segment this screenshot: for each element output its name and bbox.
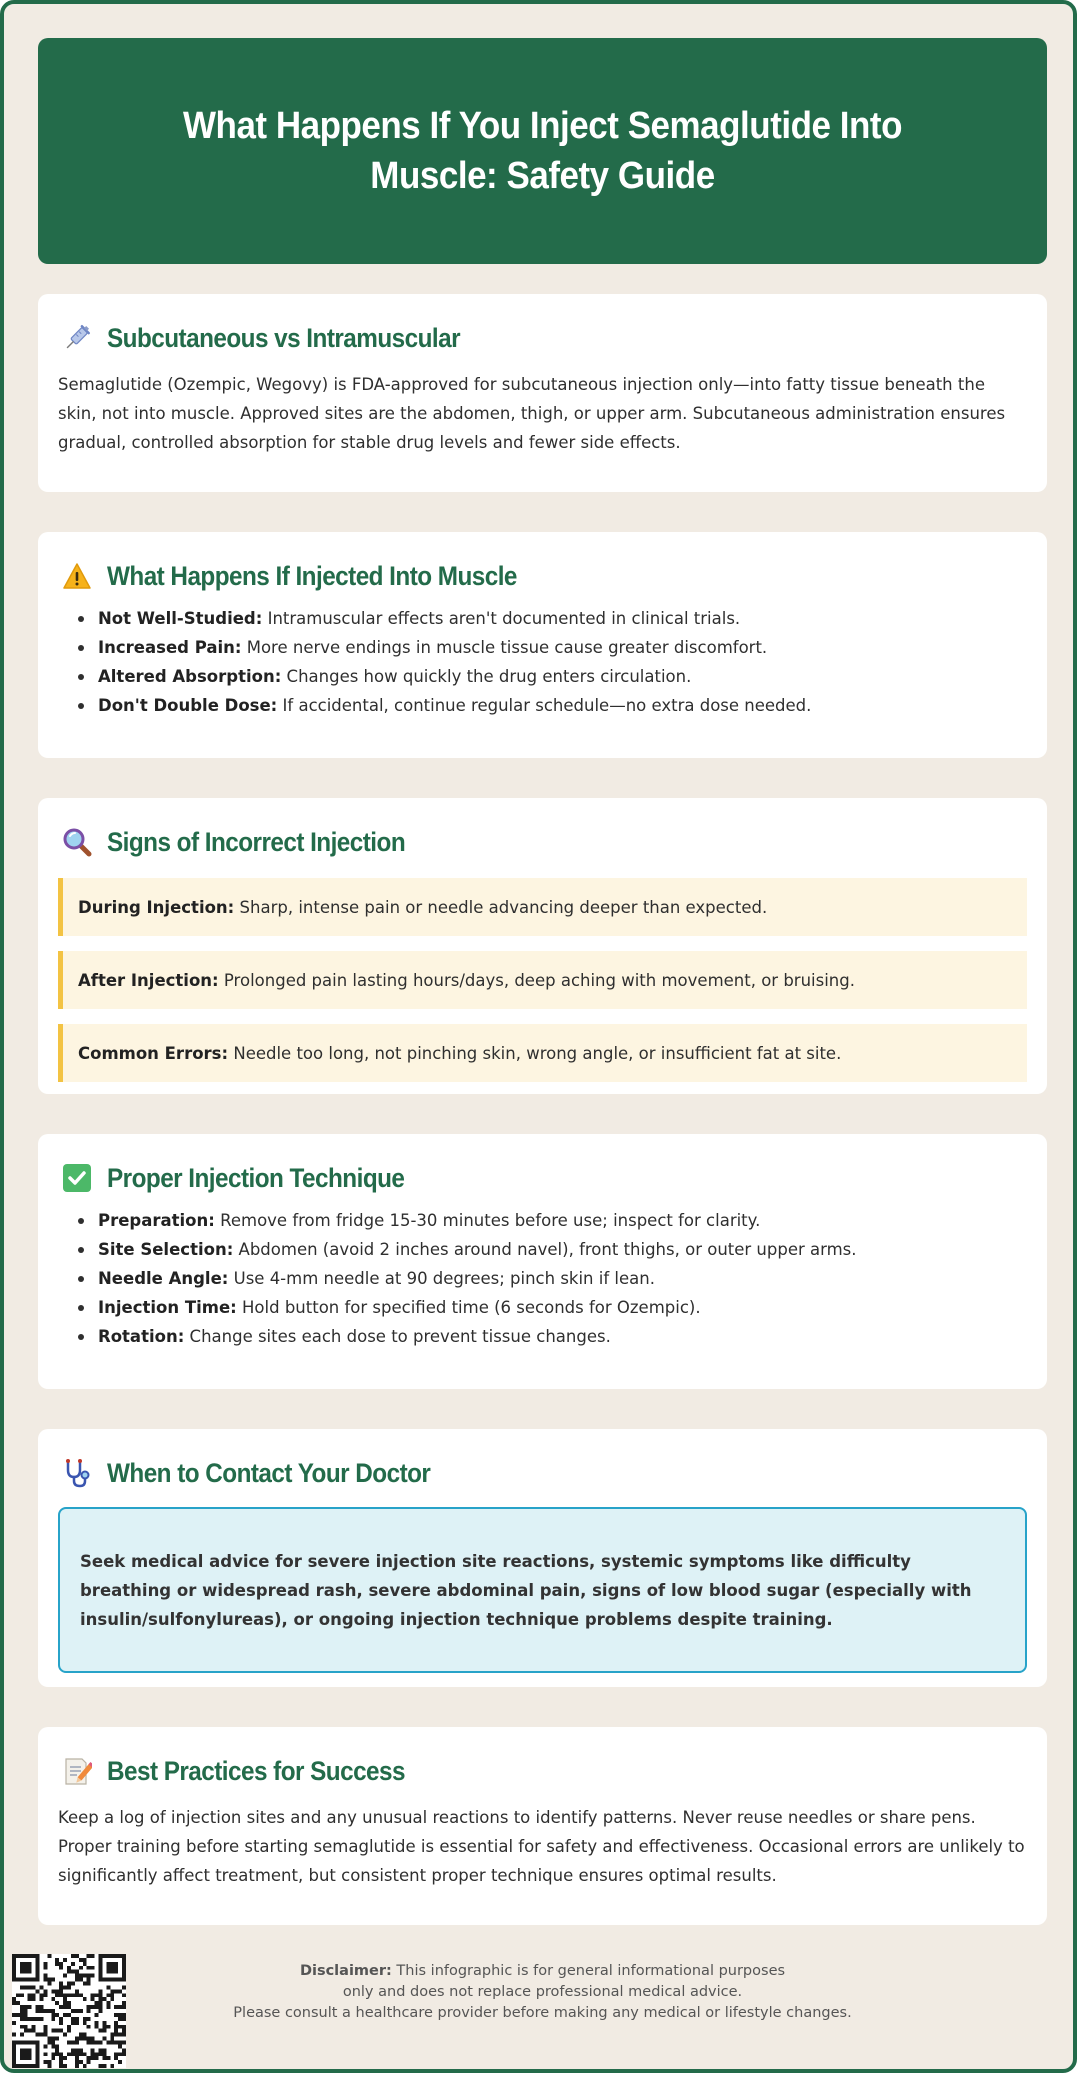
sign-callout: During Injection: Sharp, intense pain or needle advancing deeper than expected.: [58, 878, 1027, 936]
sign-callout: Common Errors: Needle too long, not pinching skin, wrong angle, or insufficient fat at site.: [58, 1024, 1027, 1082]
card-muscle-injection: [38, 532, 1047, 758]
card-heading: [58, 1158, 1027, 1198]
card-title: Best Practices for Success: [107, 1755, 405, 1786]
doctor-callout: [58, 1507, 1027, 1673]
card-title: Signs of Incorrect Injection: [107, 826, 406, 857]
checkmark-icon: [61, 1162, 93, 1194]
card-best-practices: [38, 1727, 1047, 1925]
list-item: Needle Angle: Use 4-mm needle at 90 degrees; pinch skin if lean.: [98, 1264, 1027, 1293]
disclaimer: [124, 1961, 961, 2024]
sign-callout: After Injection: Prolonged pain lasting hours/days, deep aching with movement, or bruising.: [58, 951, 1027, 1009]
warning-icon: [61, 560, 93, 592]
card-body-text: Keep a log of injection sites and any unusual reactions to identify patterns. Never reuse needles or share pens. Proper training before starting semaglutide is essential for safety and effectiveness. Occasional errors are unlikely to significantly affect treatment, but consistent proper technique ensures optimal results.: [58, 1808, 1025, 1885]
list-item: Not Well-Studied: Intramuscular effects aren't documented in clinical trials.: [98, 604, 1027, 633]
muscle-effects-list: [58, 604, 1027, 720]
card-contact-doctor: [38, 1429, 1047, 1687]
stethoscope-icon: [61, 1457, 93, 1489]
list-item: Rotation: Change sites each dose to prevent tissue changes.: [98, 1322, 1027, 1351]
syringe-icon: [61, 322, 93, 354]
doctor-callout-text: Seek medical advice for severe injection site reactions, systemic symptoms like difficulty breathing or widespread rash, severe abdominal pain, signs of low blood sugar (especially with insulin/sulfonylureas), or ongoing injection technique problems despite training.: [80, 1551, 972, 1629]
card-title: What Happens If Injected Into Muscle: [107, 560, 517, 591]
page-header: [38, 38, 1047, 264]
list-item: Injection Time: Hold button for specified time (6 seconds for Ozempic).: [98, 1293, 1027, 1322]
card-heading: [58, 556, 1027, 596]
card-heading: [58, 318, 1027, 358]
qr-code: [12, 1954, 126, 2068]
list-item: Don't Double Dose: If accidental, continue regular schedule—no extra dose needed.: [98, 691, 1027, 720]
card-subcutaneous: [38, 294, 1047, 492]
disclaimer-line: Please consult a healthcare provider before making any medical or lifestyle changes.: [233, 2005, 852, 2021]
page-title: What Happens If You Inject Semaglutide Into Muscle: Safety Guide: [183, 105, 902, 197]
disclaimer-label: Disclaimer:: [299, 1963, 392, 1979]
card-body-text: Semaglutide (Ozempic, Wegovy) is FDA-approved for subcutaneous injection only—into fatty tissue beneath the skin, not into muscle. Approved sites are the abdomen, thigh, or upper arm. Subcutaneous administration ensures gradual, controlled absorption for stable drug levels and fewer side effects.: [58, 375, 1006, 452]
list-item: Preparation: Remove from fridge 15-30 minutes before use; inspect for clarity.: [98, 1206, 1027, 1235]
card-heading: [58, 822, 1027, 862]
card-title: When to Contact Your Doctor: [107, 1457, 431, 1488]
signs-list: [58, 878, 1027, 1082]
disclaimer-line: Disclaimer: This infographic is for general informational purposes: [299, 1963, 786, 1979]
magnifier-icon: [61, 826, 93, 858]
card-technique: [38, 1134, 1047, 1389]
card-heading: [58, 1453, 1027, 1493]
list-item: Increased Pain: More nerve endings in muscle tissue cause greater discomfort.: [98, 633, 1027, 662]
disclaimer-line: only and does not replace professional medical advice.: [342, 1984, 743, 2000]
technique-list: [58, 1206, 1027, 1351]
card-title: Proper Injection Technique: [107, 1162, 405, 1193]
memo-icon: [61, 1755, 93, 1787]
card-incorrect-signs: [38, 798, 1047, 1094]
list-item: Altered Absorption: Changes how quickly the drug enters circulation.: [98, 662, 1027, 691]
card-title: Subcutaneous vs Intramuscular: [107, 322, 460, 353]
card-heading: [58, 1751, 1027, 1791]
list-item: Site Selection: Abdomen (avoid 2 inches around navel), front thighs, or outer upper arms.: [98, 1235, 1027, 1264]
